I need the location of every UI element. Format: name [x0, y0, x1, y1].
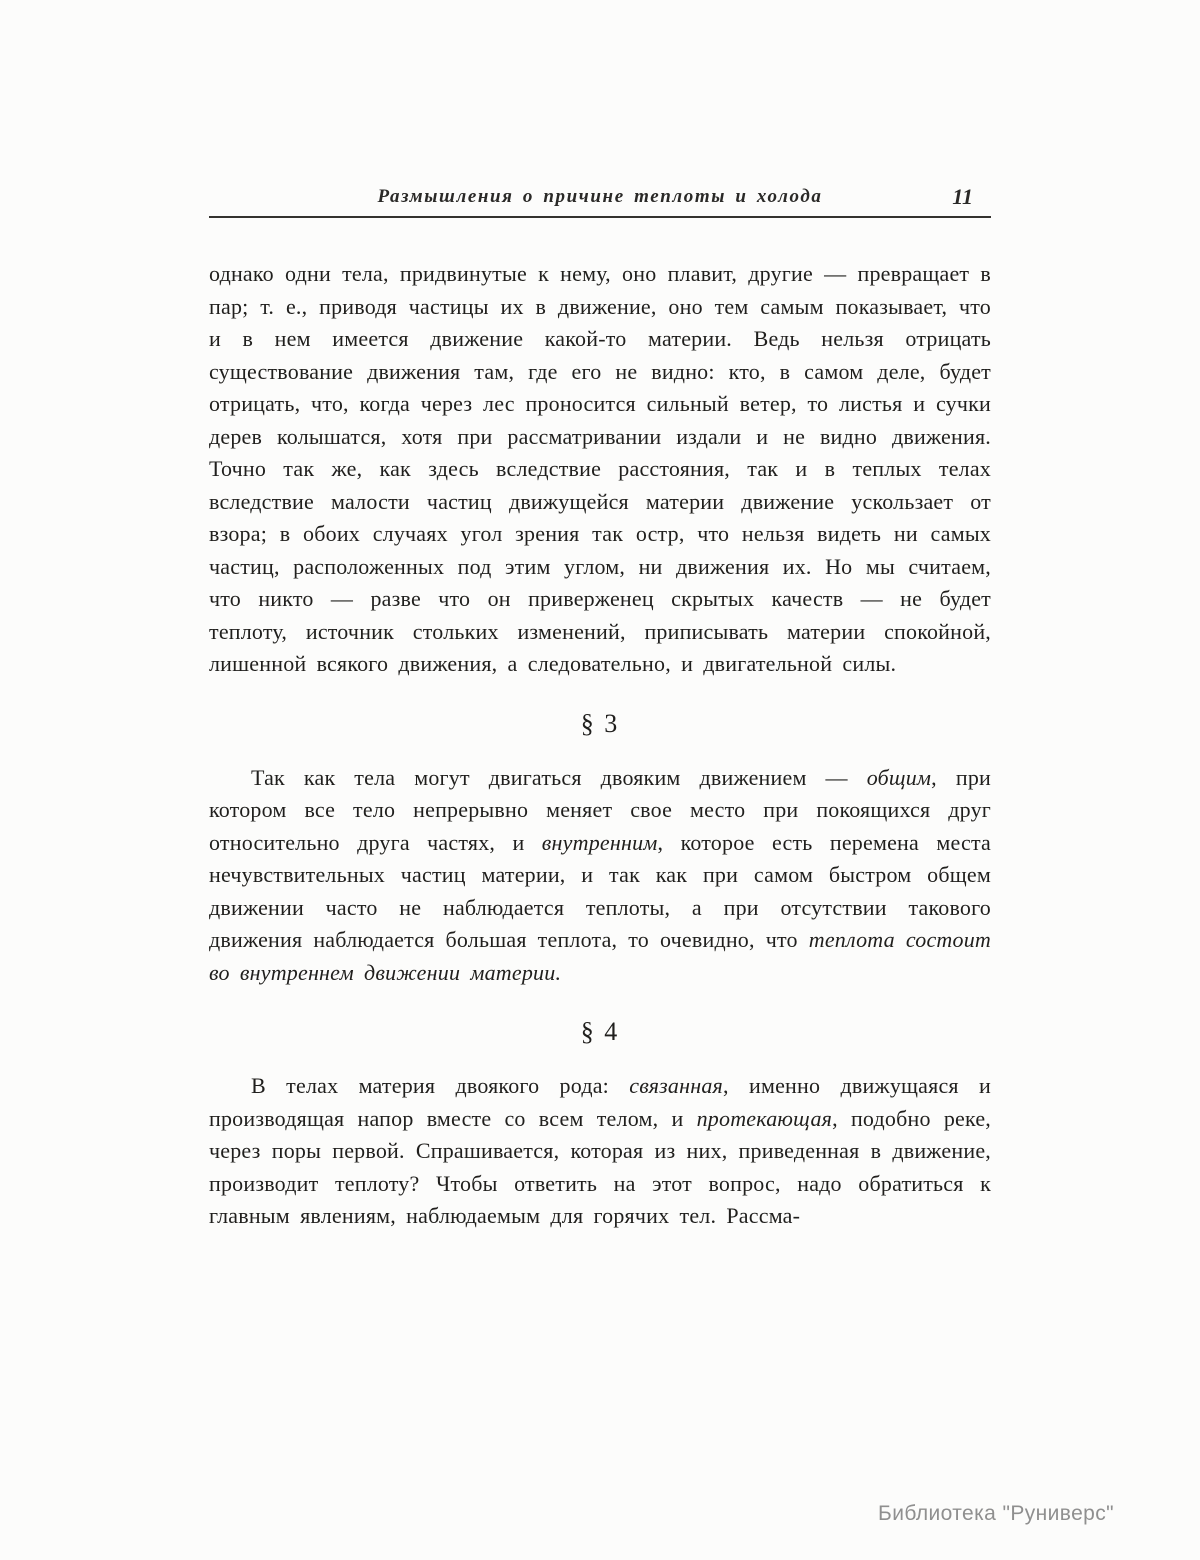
running-title: Размышления о причине теплоты и холода	[377, 186, 823, 207]
book-page	[209, 0, 991, 1233]
section-3-heading: § 3	[580, 708, 620, 738]
page-number: 11	[952, 184, 973, 209]
page-header	[209, 182, 991, 208]
library-watermark: Библиотека "Руниверс"	[878, 1502, 1114, 1525]
section-4-heading: § 4	[580, 1017, 620, 1046]
section-4-paragraph: В телах материя двоякого рода: связанная, именно движущаяся и производящая напор вместе со всем телом, и протекающая, подобно реке, через поры первой. Спрашивается, которая из них, приведенная в движение, производит теплоту? Чтобы ответить на этот вопрос, надо обратиться к главным явлениям, наблюдаемым для горячих тел. Рассма-	[209, 1073, 991, 1228]
section-3-paragraph: Так как тела могут двигаться двояким движением — общим, при котором все тело непрерывно меняет свое место при покоящихся друг относительно друга частях, и внутренним, которое есть перемена места нечувствительных частиц материи, и так как при самом быстром общем движении часто не наблюдается теплоты, а при отсутствии такового движения наблюдается большая теплота, то очевидно, что теплота состоит во внутреннем движении материи.	[209, 764, 991, 985]
header-rule	[209, 216, 991, 218]
paragraph-continuation: однако одни тела, придвинутые к нему, оно плавит, другие — превращает в пар; т. е., приводя частицы их в движение, оно тем самым показывает, что и в нем имеется движение какой-то материи. Ведь нельзя отрицать существование движения там, где его не видно: кто, в самом деле, будет отрицать, что, когда через лес проносится сильный ветер, то листья и сучки дерев колышатся, хотя при рассматривании издали и не видно движения. Точно так же, как здесь вследствие расстояния, так и в теплых телах вследствие малости частиц движущейся материи движение ускользает от взора; в обоих случаях угол зрения так остр, что нельзя видеть ни самых частиц, расположенных под этим углом, ни движения их. Но мы считаем, что никто — разве что он приверженец скрытых качеств — не будет теплоту, источник стольких изменений, приписывать материи спокойной, лишенной всякого движения, а следовательно, и двигательной силы.	[209, 261, 991, 676]
